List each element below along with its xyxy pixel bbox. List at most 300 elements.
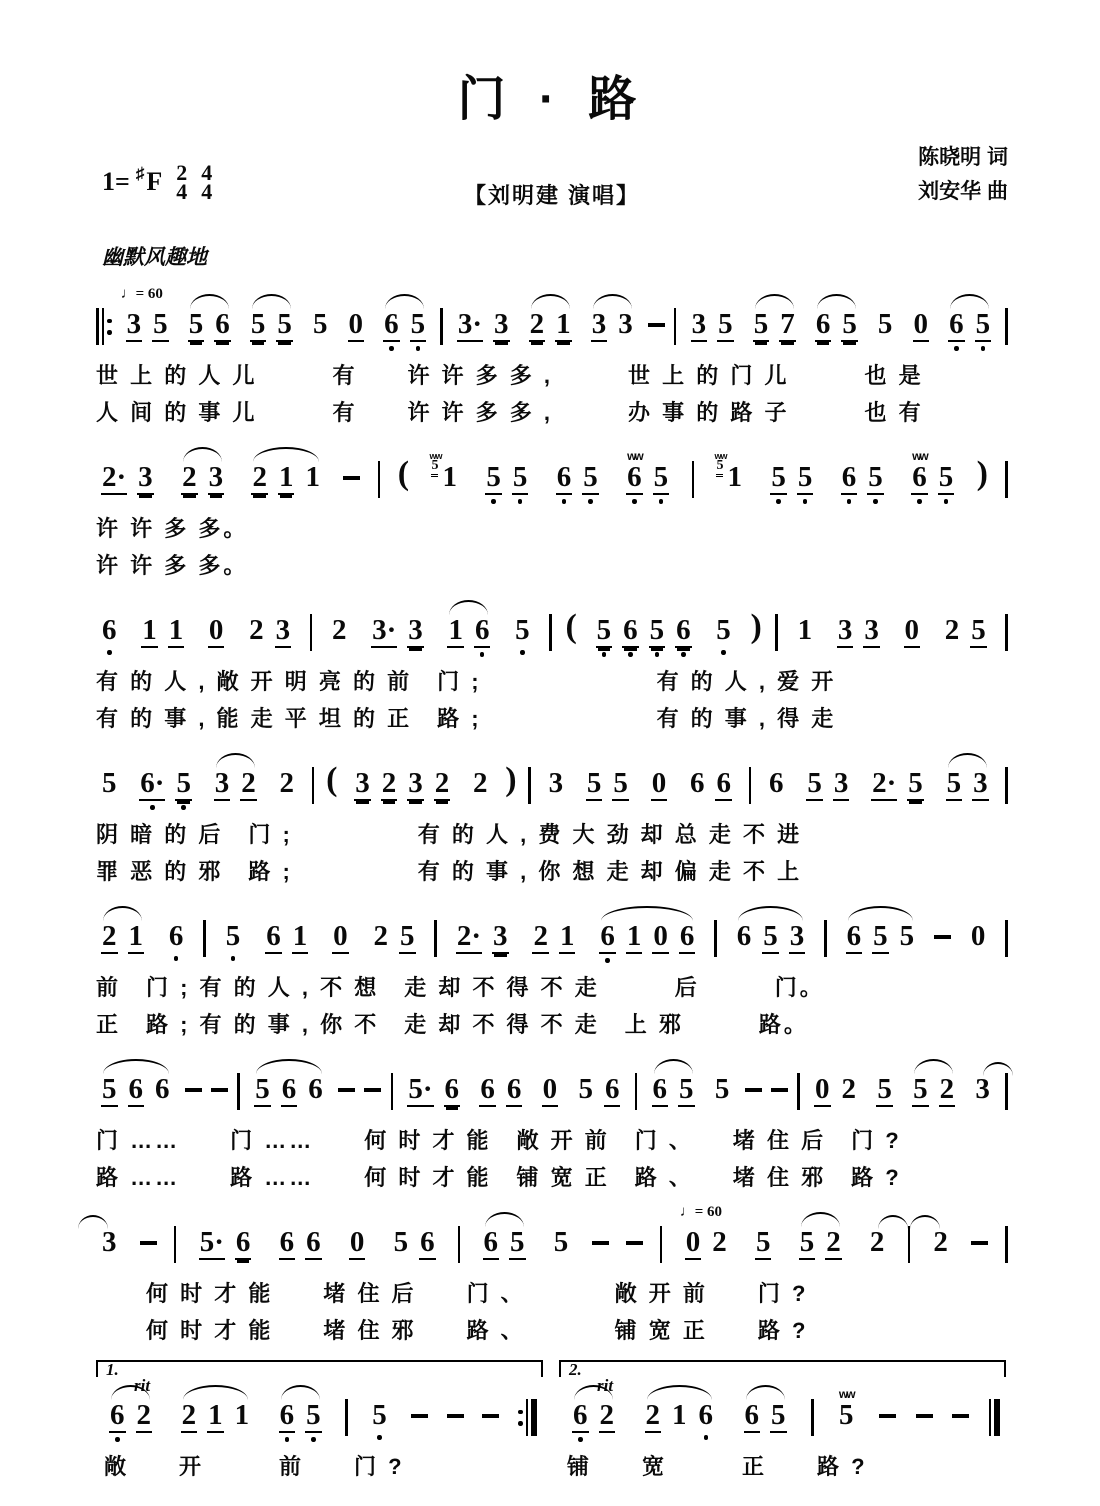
- note-digit: 6: [652, 1073, 668, 1105]
- note-group: [327, 901, 354, 967]
- note-digit: 3: [975, 1073, 990, 1105]
- note-group: [447, 1380, 464, 1418]
- note: [586, 748, 603, 814]
- note: [582, 442, 599, 508]
- octave-dot: [847, 495, 852, 508]
- note-group: [660, 1207, 663, 1263]
- note-group: [591, 595, 697, 661]
- note: [128, 1054, 145, 1120]
- note-digit: 6: [483, 1226, 499, 1258]
- note: [307, 1054, 324, 1120]
- note-digit: 5: [613, 767, 628, 799]
- grace-note: ww 5: [431, 458, 438, 477]
- note-digit: 3·: [372, 614, 397, 646]
- barline: [1005, 308, 1008, 345]
- note-group: [626, 1207, 643, 1245]
- volta-label: 2.: [569, 1360, 582, 1379]
- barline: [434, 920, 437, 957]
- note-group: [203, 901, 206, 957]
- note-group: [402, 1054, 465, 1120]
- note: [755, 1207, 772, 1273]
- note-group: [440, 289, 443, 345]
- note-group: [977, 442, 988, 491]
- composer-credit: 刘安华 曲: [918, 180, 1008, 203]
- note-group: [679, 1204, 733, 1273]
- note: [514, 595, 531, 659]
- rest-note: [913, 289, 930, 355]
- note: [292, 901, 309, 967]
- note-group: [451, 901, 514, 967]
- lyrics-line: 敞 开 前 门 ?: [104, 1454, 405, 1479]
- note-digit: 3: [494, 308, 509, 340]
- lyrics-line: 铺 宽 正 路 ?: [567, 1454, 868, 1479]
- note-digit: 1: [168, 614, 184, 646]
- note: [109, 1380, 126, 1446]
- note-digit: 5: [763, 920, 778, 952]
- note-group: [674, 289, 677, 345]
- note: [736, 901, 753, 967]
- octave-dot: [659, 495, 664, 508]
- note: [838, 1380, 855, 1444]
- note-digit: 3: [973, 767, 988, 799]
- octave-dot: [655, 648, 660, 661]
- note-group: [411, 1380, 428, 1418]
- note-group: [140, 1207, 157, 1245]
- note-group: [391, 1054, 394, 1110]
- note: [652, 1054, 669, 1120]
- note: [612, 748, 629, 814]
- octave-dot: [150, 801, 155, 814]
- note: [577, 1054, 594, 1120]
- note-digit: 5: [716, 614, 731, 646]
- note-digit: 2: [331, 614, 347, 646]
- note: [168, 901, 185, 965]
- note: [912, 1054, 929, 1120]
- note-group: [174, 1207, 177, 1263]
- barline: [174, 1226, 177, 1263]
- note-group: [1005, 1054, 1008, 1110]
- note: [152, 289, 169, 355]
- note-digit: 5: [583, 461, 598, 493]
- lyrics-line: 门 …… 门 …… 何 时 才 能 敞 开 前 门 、 堵 住 后 门 ?: [96, 1128, 902, 1153]
- note-digit: 5: [312, 308, 328, 340]
- mood-marking: 幽默风趣地: [102, 246, 207, 269]
- note-group: [771, 1054, 788, 1092]
- note-digit: 1: [556, 308, 571, 340]
- duration-dash: [338, 1088, 355, 1092]
- barline: [1005, 920, 1008, 957]
- barline: [797, 1073, 800, 1110]
- note: [101, 595, 118, 659]
- note-digit: 5: [102, 1073, 117, 1105]
- note-group: [1005, 595, 1008, 651]
- note-digit: 2·: [102, 461, 127, 493]
- note-digit: 5: [586, 767, 602, 799]
- score: [96, 286, 1008, 1483]
- note-group: [543, 748, 570, 812]
- duration-dash: [934, 935, 951, 939]
- note-group: [841, 901, 921, 967]
- note: [753, 289, 770, 355]
- note-group: [467, 748, 494, 812]
- note-digit: 6: [623, 614, 638, 646]
- note: [797, 442, 814, 508]
- duration-dash: [626, 1241, 643, 1245]
- note-digit: 5: [649, 614, 665, 646]
- system: [96, 442, 1008, 582]
- note: [101, 748, 118, 812]
- note-group: [810, 289, 863, 355]
- volta-ending: [96, 1360, 545, 1483]
- note-group: [120, 286, 174, 355]
- note-digit: 5: [839, 1399, 854, 1431]
- note-digit: 6: [308, 1073, 323, 1105]
- rest-note: [904, 595, 921, 661]
- note-group: [183, 289, 236, 355]
- note-digit: 3: [208, 461, 224, 493]
- barline: [660, 1226, 663, 1263]
- note-digit: 0: [208, 614, 224, 646]
- note: [944, 595, 961, 661]
- note-digit: 5: [372, 1399, 387, 1431]
- note: [711, 1207, 728, 1273]
- lyrics-line: 世 上 的 人 儿 有 许 许 多 多 , 世 上 的 门 儿 也 是: [96, 363, 924, 388]
- octave-dot: [311, 1433, 316, 1446]
- note: [939, 1054, 956, 1120]
- notation-row: [96, 286, 1008, 355]
- lyrics-line: 路 …… 路 …… 何 时 才 能 铺 宽 正 路 、 堵 住 邪 路 ?: [96, 1165, 902, 1190]
- note-group: [549, 595, 552, 651]
- duration-dash: [140, 1241, 157, 1245]
- time-signature-1: 2 4: [176, 160, 188, 204]
- note: [714, 1054, 731, 1118]
- note: [373, 901, 390, 967]
- octave-dot: [628, 648, 633, 661]
- note-digit: 6: [235, 1226, 251, 1258]
- note-digit: 2: [249, 614, 264, 646]
- key-letter: F: [146, 167, 163, 196]
- note: [649, 595, 666, 661]
- note-group: [1005, 901, 1008, 957]
- note-digit: 5: [410, 308, 426, 340]
- duration-dash: [364, 1088, 381, 1092]
- tempo-mark: ♩= 60: [679, 1204, 723, 1220]
- note: [493, 289, 510, 355]
- note-digit: 2: [841, 1073, 857, 1105]
- note-digit: 2: [102, 920, 117, 952]
- note-group: [96, 442, 159, 508]
- note: [101, 1054, 118, 1120]
- barline: [391, 1073, 394, 1110]
- note: [407, 1054, 433, 1120]
- note: [715, 748, 732, 814]
- note-digit: 5: [176, 767, 191, 799]
- notation-row: [104, 1380, 537, 1446]
- octave-dot: [562, 495, 567, 508]
- note-digit: 0: [333, 920, 348, 952]
- note: [275, 595, 292, 661]
- notation-row: [96, 595, 1008, 661]
- system: [96, 901, 1008, 1041]
- note-group: [260, 901, 313, 967]
- note-group: [96, 1054, 176, 1120]
- note-digit: 0: [815, 1073, 830, 1105]
- note-group: [908, 289, 935, 355]
- note-digit: 6: [912, 461, 927, 493]
- note-digit: 5: [596, 614, 612, 646]
- note-digit: 5: [938, 461, 954, 493]
- note-group: [866, 748, 929, 814]
- duration-dash: [971, 1241, 988, 1245]
- note-group: [943, 289, 996, 355]
- note: [689, 748, 706, 814]
- note-group: [731, 901, 811, 967]
- octave-dot: [704, 1431, 709, 1444]
- note: [136, 1380, 153, 1446]
- note-group: [338, 1054, 355, 1092]
- barline: [312, 767, 315, 804]
- duration-dash: [771, 1088, 788, 1092]
- note-group: [792, 595, 819, 659]
- notation-row: [567, 1380, 1000, 1446]
- note: [305, 1207, 322, 1273]
- note: [876, 1054, 893, 1120]
- note: [622, 595, 639, 661]
- note-digit: 5: [653, 461, 669, 493]
- note-digit: 5: [771, 1399, 786, 1431]
- note: [199, 1207, 225, 1273]
- note-group: [378, 442, 381, 498]
- rest-note: [349, 1207, 366, 1273]
- rest-note: [208, 595, 225, 661]
- volta-bracket: [96, 1360, 543, 1377]
- note: [251, 442, 268, 508]
- octave-dot: [174, 952, 179, 965]
- note-group: [388, 1207, 441, 1273]
- notation-row: [96, 748, 1008, 814]
- barline: [1005, 1226, 1008, 1263]
- note-group: [366, 595, 429, 661]
- note-group: [871, 1054, 898, 1120]
- octave-dot: [578, 1433, 583, 1446]
- note: [626, 901, 643, 967]
- volta-label: 1.: [106, 1360, 119, 1379]
- rit-mark: rit: [597, 1376, 614, 1395]
- tempo-mark: ♩= 60: [120, 286, 163, 302]
- note: [447, 595, 464, 661]
- note-group: [310, 595, 313, 651]
- note-group: [458, 1207, 461, 1263]
- note-digit: 6: [279, 1226, 295, 1258]
- octave-dot: [520, 646, 525, 659]
- note-group: [96, 595, 123, 659]
- note: [863, 595, 880, 661]
- note-group: [203, 595, 230, 661]
- note-group: [748, 289, 801, 355]
- notation-row: [96, 1054, 1008, 1120]
- note-group: [343, 442, 360, 480]
- note: [240, 748, 257, 814]
- parenthesis: ): [505, 761, 517, 798]
- lyrics-line: 罪 恶 的 邪 路 ; 有 的 事 , 你 想 走 却 偏 走 不 上: [96, 859, 803, 884]
- note-digit: 3: [408, 614, 423, 646]
- note-group: [684, 748, 737, 814]
- note-digit: 6: [266, 920, 281, 952]
- note: [407, 748, 424, 814]
- note: [181, 442, 198, 508]
- note: [675, 595, 692, 661]
- note-group: [136, 595, 189, 661]
- note-digit: 5: [578, 1073, 593, 1105]
- note: [188, 289, 205, 355]
- note: [383, 289, 400, 355]
- note-digit: 5: [153, 308, 168, 340]
- note: [555, 289, 572, 355]
- octave-dot: [917, 495, 922, 508]
- duration-dash: [343, 476, 360, 480]
- octave-dot: [605, 954, 610, 967]
- lyrics-line: 正 路 ; 有 的 事 , 你 不 走 却 不 得 不 走 上 邪 路。: [96, 1012, 809, 1037]
- note: [354, 748, 371, 814]
- note-digit: 6: [480, 1073, 495, 1105]
- note-digit: 5: [393, 1226, 409, 1258]
- note: [139, 748, 165, 814]
- note-digit: 6: [281, 1073, 297, 1105]
- note-digit: 6: [698, 1399, 713, 1431]
- note-digit: 5: [400, 920, 415, 952]
- note-digit: 1: [672, 1399, 687, 1431]
- parenthesis: (: [326, 761, 338, 798]
- note-group: [872, 289, 899, 353]
- note: [101, 1207, 118, 1271]
- note-group: [927, 1207, 954, 1271]
- octave-dot: [491, 495, 496, 508]
- note-group: [1005, 442, 1008, 498]
- note: [371, 595, 397, 661]
- note-group: [176, 442, 229, 508]
- note: [867, 442, 884, 508]
- note: [837, 595, 854, 661]
- note-digit: 6: [736, 920, 752, 952]
- note-group: [211, 1054, 228, 1092]
- note-digit: 2: [241, 767, 256, 799]
- note: [548, 748, 565, 812]
- note-group: [739, 1380, 792, 1446]
- octave-dot: [480, 648, 485, 661]
- note-digit: 2: [182, 461, 197, 493]
- note-group: [635, 1054, 638, 1110]
- note-digit: 3: [214, 767, 230, 799]
- repeat-dots: [107, 319, 112, 335]
- note-digit: 5: [771, 461, 786, 493]
- note-group: [941, 748, 994, 814]
- note: [214, 289, 231, 355]
- note: [279, 1207, 296, 1273]
- note: [492, 901, 509, 967]
- note-digit: 1: [305, 461, 320, 493]
- note: [715, 595, 732, 659]
- note-group: [509, 595, 536, 659]
- note-digit: 6: [556, 461, 572, 493]
- barline: [749, 767, 752, 804]
- note-digit: 5: [842, 308, 857, 340]
- note-digit: 1: [626, 920, 642, 952]
- duration-dash: [185, 1088, 202, 1092]
- note: [234, 1380, 251, 1446]
- note-group: [775, 595, 778, 651]
- note: [770, 1380, 787, 1446]
- note-group: [648, 289, 665, 327]
- header-meta: [96, 135, 1008, 239]
- note-digit: 0: [542, 1073, 558, 1105]
- note-group: [899, 595, 926, 661]
- note: [869, 1207, 886, 1271]
- note-group: [474, 1054, 527, 1120]
- note-group: [134, 748, 197, 814]
- note: [407, 595, 424, 661]
- note-group: [710, 595, 737, 659]
- note-digit: 3: [493, 920, 508, 952]
- note-group: [640, 1380, 720, 1446]
- note-digit: 1: [208, 1399, 223, 1431]
- note: [645, 1380, 662, 1446]
- octave-dot: [954, 342, 959, 355]
- author-credits: [918, 141, 1008, 209]
- note: [141, 595, 158, 661]
- note-digit: 5: [718, 308, 733, 340]
- barline: [775, 614, 778, 651]
- note-digit: 5: [102, 767, 117, 799]
- note: [248, 595, 265, 661]
- note: [846, 901, 863, 967]
- barline: [824, 920, 827, 957]
- note-group: [709, 1054, 736, 1118]
- note-digit: 2: [533, 920, 548, 952]
- note: [559, 901, 576, 967]
- note-group: [586, 289, 639, 355]
- note: [434, 748, 451, 814]
- note: [833, 748, 850, 814]
- note-group: [209, 748, 262, 814]
- parenthesis: (: [565, 608, 577, 645]
- note-group: [908, 1207, 911, 1263]
- octave-dot: [181, 801, 186, 814]
- note-group: [1005, 1207, 1008, 1263]
- note-digit: 0: [970, 920, 986, 952]
- note-group: [368, 901, 421, 967]
- note-group: [621, 442, 674, 508]
- note-digit: 3: [789, 920, 805, 952]
- note-digit: 5: [486, 461, 501, 493]
- barline: [378, 461, 381, 498]
- note-digit: 6: [128, 1073, 143, 1105]
- rest-note: [685, 1207, 702, 1273]
- note: [431, 442, 458, 506]
- note: [556, 442, 573, 508]
- note-digit: 3: [275, 614, 291, 646]
- note: [553, 1207, 570, 1271]
- note-group: [714, 901, 717, 957]
- note: [899, 901, 916, 967]
- note-digit: 3: [548, 767, 564, 799]
- barline: [310, 614, 313, 651]
- barline: [203, 920, 206, 957]
- note: [214, 748, 231, 814]
- note-digit: 1: [797, 614, 813, 646]
- note-group: [274, 748, 301, 812]
- note-group: [939, 595, 992, 661]
- note-digit: 5: [946, 767, 962, 799]
